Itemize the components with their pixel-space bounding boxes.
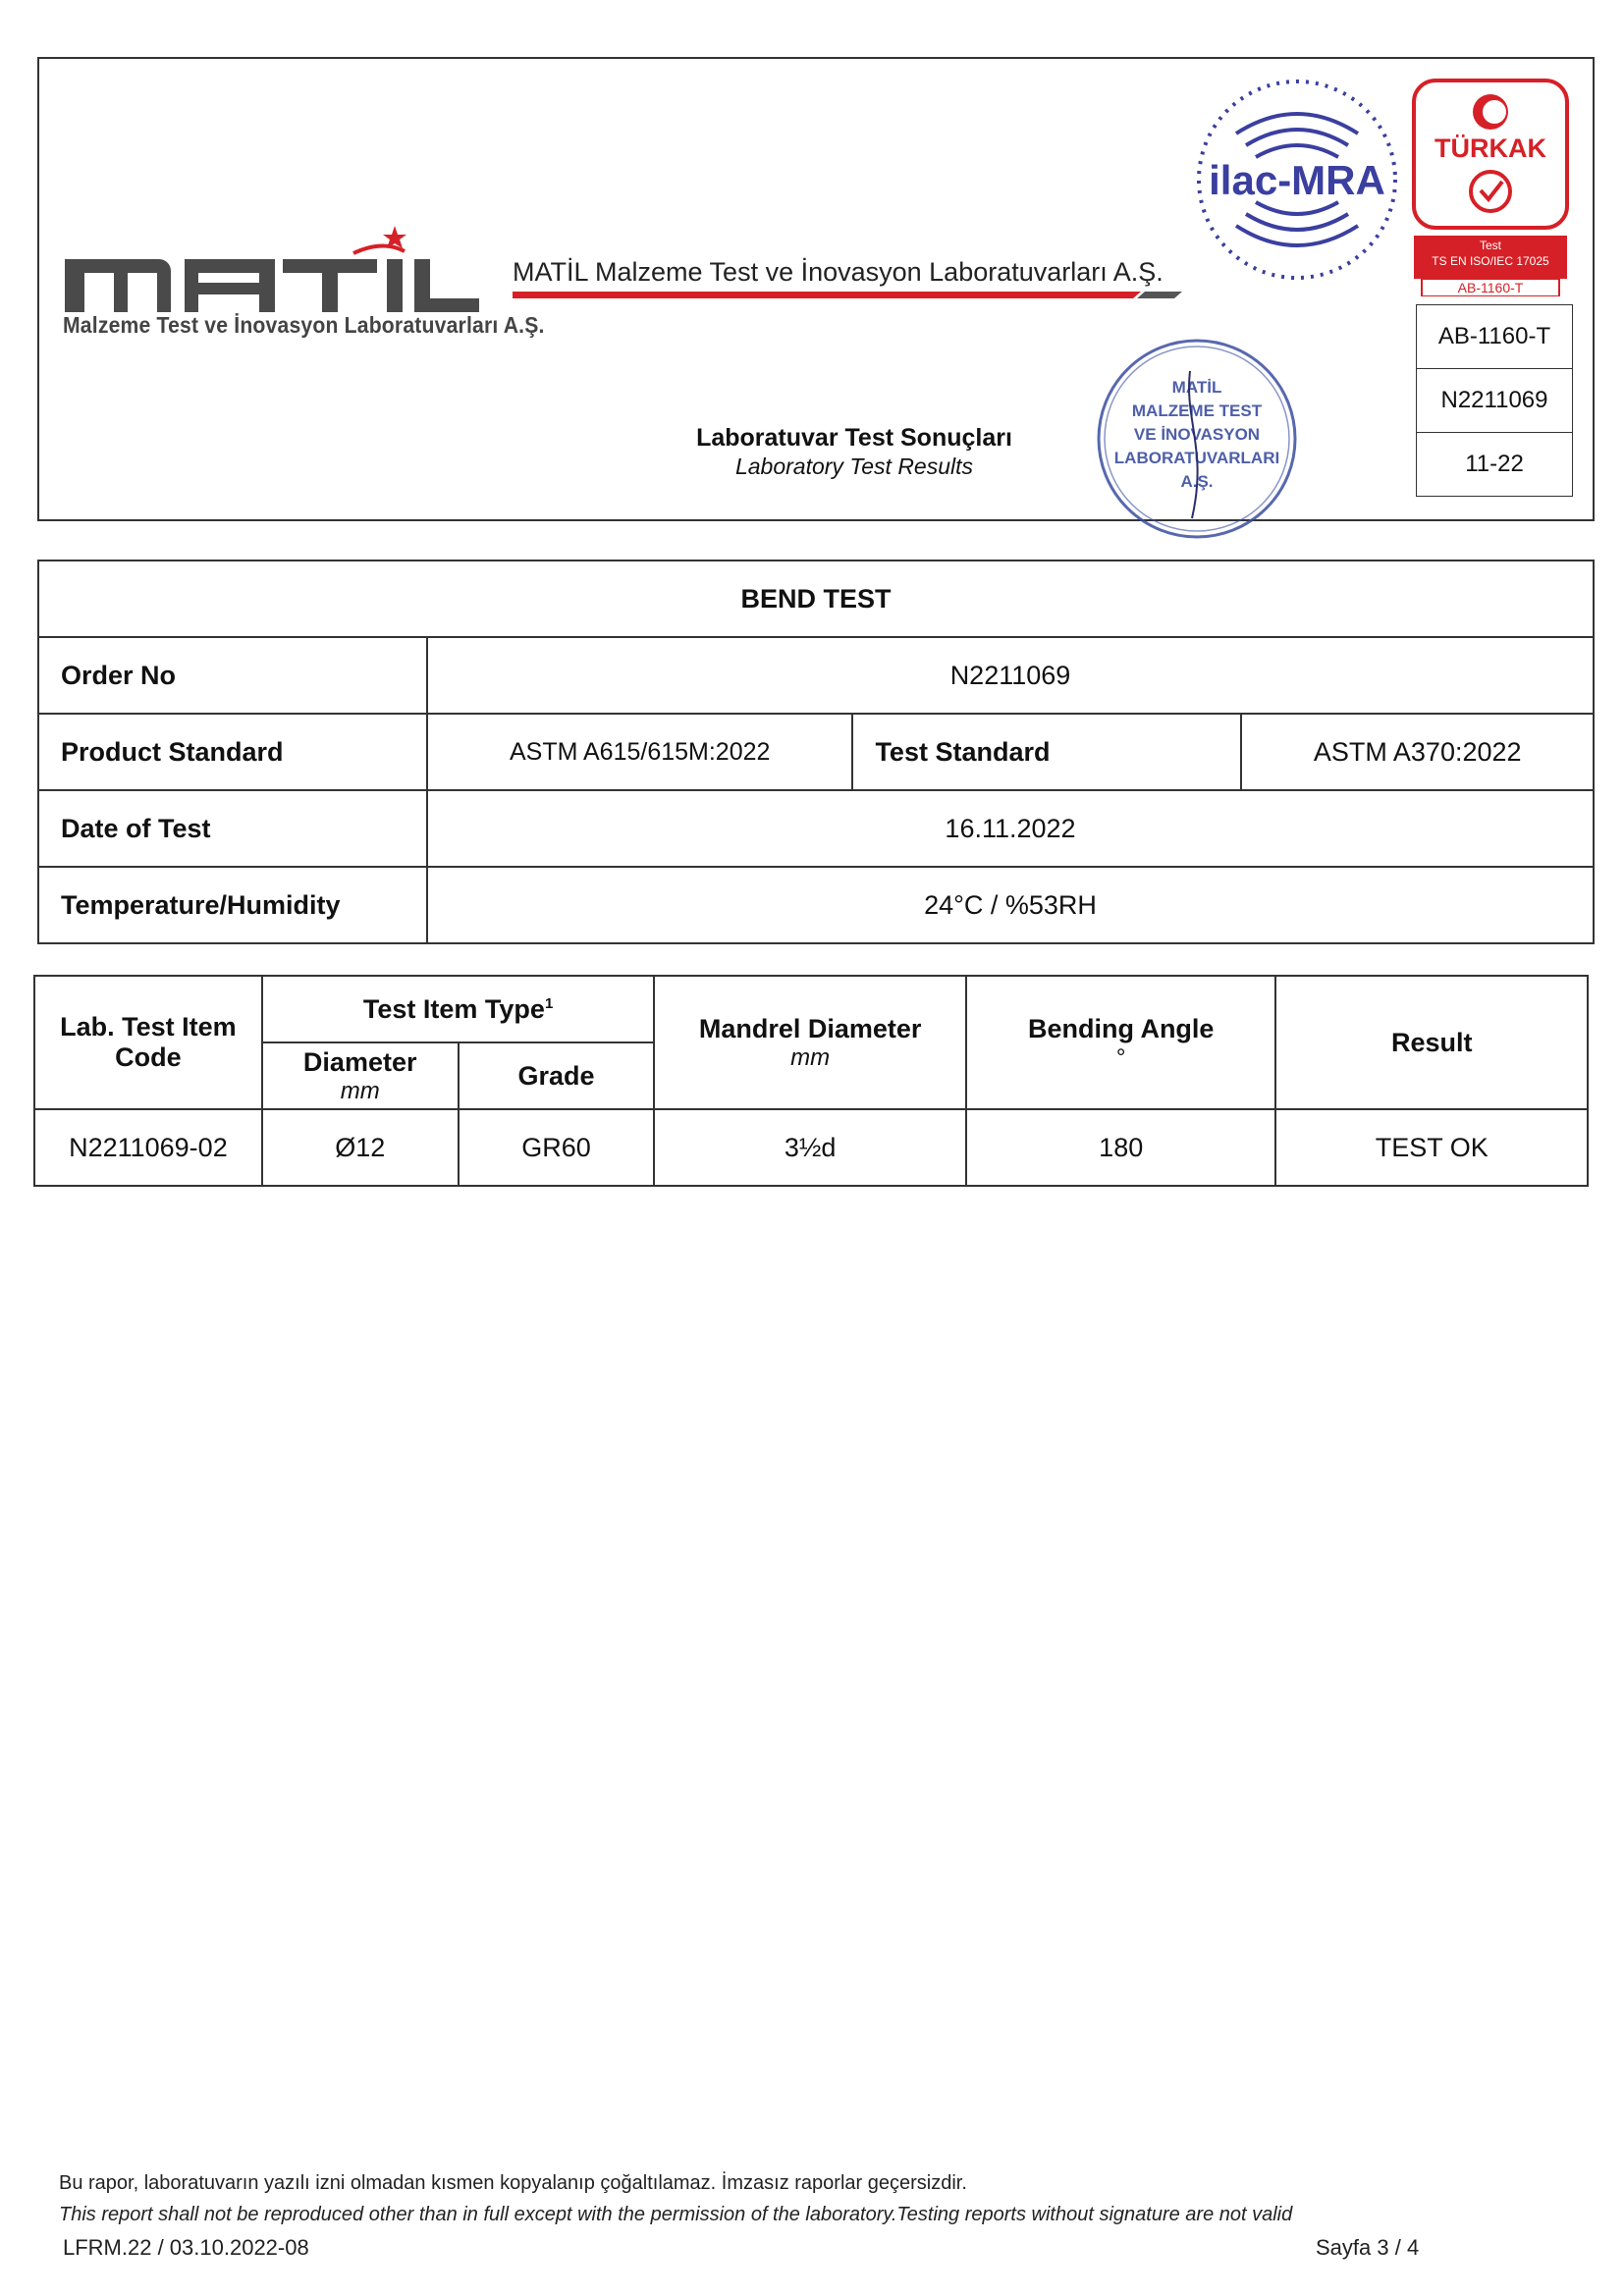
date-value: 16.11.2022 [427, 790, 1594, 867]
turkak-name: TÜRKAK [1435, 133, 1546, 163]
stamp-line-3: VE İNOVASYON [1133, 425, 1261, 444]
bend-test-results-table [33, 975, 1589, 1187]
turkak-code: AB-1160-T [1457, 280, 1524, 295]
angle-unit: ° [1115, 1043, 1126, 1071]
date-row [38, 790, 1594, 867]
form-code: LFRM.22 / 03.10.2022-08 [63, 2235, 309, 2260]
turkak-line2: TS EN ISO/IEC 17025 [1432, 254, 1549, 268]
order-no-value: N2211069 [427, 637, 1594, 714]
stamp-line-5: A.Ş. [1180, 472, 1214, 491]
footer-notice-tr: Bu rapor, laboratuvarın yazılı izni olmadan kısmen kopyalanıp çoğaltılamaz. İmzasız raporlar geçersizdir. [59, 2172, 967, 2194]
cell-diameter: Ø12 [262, 1109, 459, 1186]
accreditation-box [1416, 304, 1573, 497]
bend-test-info-table [37, 560, 1595, 944]
temperature-value: 24°C / %53RH [427, 867, 1594, 943]
stamp-line-4: LABORATUVARLARI [1113, 449, 1280, 467]
cell-grade: GR60 [459, 1109, 655, 1186]
company-name: MATİL Malzeme Test ve İnovasyon Laboratuvarları A.Ş. [513, 257, 1164, 287]
product-standard-label: Product Standard [38, 714, 427, 790]
logo-subtitle: Malzeme Test ve İnovasyon Laboratuvarları A.Ş. [63, 312, 545, 338]
turkak-line1: Test [1479, 239, 1502, 252]
company-underline [513, 292, 1182, 298]
report-subtitle: Laboratory Test Results [734, 454, 974, 479]
temperature-row [38, 867, 1594, 943]
cell-mandrel: 3½d [654, 1109, 966, 1186]
company-stamp [1090, 332, 1304, 546]
header-angle: Bending Angle ° [966, 976, 1276, 1109]
order-code: N2211069 [1417, 369, 1572, 433]
stamp-line-1: MATİL [1171, 378, 1222, 397]
ilac-mra-logo [1192, 75, 1402, 285]
page-number: Sayfa 3 / 4 [1316, 2235, 1420, 2260]
cell-angle: 180 [966, 1109, 1276, 1186]
header-diameter: Diameter mm [262, 1042, 459, 1109]
order-no-row [38, 637, 1594, 714]
header-result: Result [1275, 976, 1588, 1109]
header-grade: Grade [459, 1042, 655, 1109]
order-no-label: Order No [38, 637, 427, 714]
cell-result: TEST OK [1275, 1109, 1588, 1186]
test-standard-label: Test Standard [852, 714, 1241, 790]
product-standard-value: ASTM A615/615M:2022 [427, 714, 852, 790]
header-item-code: Lab. Test Item Code [34, 976, 262, 1109]
header-mandrel: Mandrel Diameter mm [654, 976, 966, 1109]
turkak-logo [1412, 79, 1569, 296]
test-standard-value: ASTM A370:2022 [1241, 714, 1594, 790]
bend-test-title: BEND TEST [38, 561, 1594, 637]
mandrel-unit: mm [790, 1043, 831, 1071]
cell-code: N2211069-02 [34, 1109, 262, 1186]
temperature-label: Temperature/Humidity [38, 867, 427, 943]
header-item-type: Test Item Type$^1$ [262, 976, 655, 1042]
stamp-line-2: MALZEME TEST [1131, 401, 1263, 420]
ilac-text: ilac-MRA [1209, 157, 1385, 203]
footer-notice-en: This report shall not be reproduced other than in full except with the permission of the laboratory.Testing reports without signature are not valid [59, 2204, 1293, 2225]
table-row [34, 1109, 1588, 1186]
date-code: 11-22 [1465, 451, 1524, 477]
standards-row [38, 714, 1594, 790]
accreditation-code: AB-1160-T [1417, 305, 1572, 369]
date-label: Date of Test [38, 790, 427, 867]
diameter-unit: mm [340, 1077, 380, 1104]
report-title: Laboratuvar Test Sonuçları [696, 424, 1012, 452]
footnote-marker: 1 [544, 994, 554, 1012]
